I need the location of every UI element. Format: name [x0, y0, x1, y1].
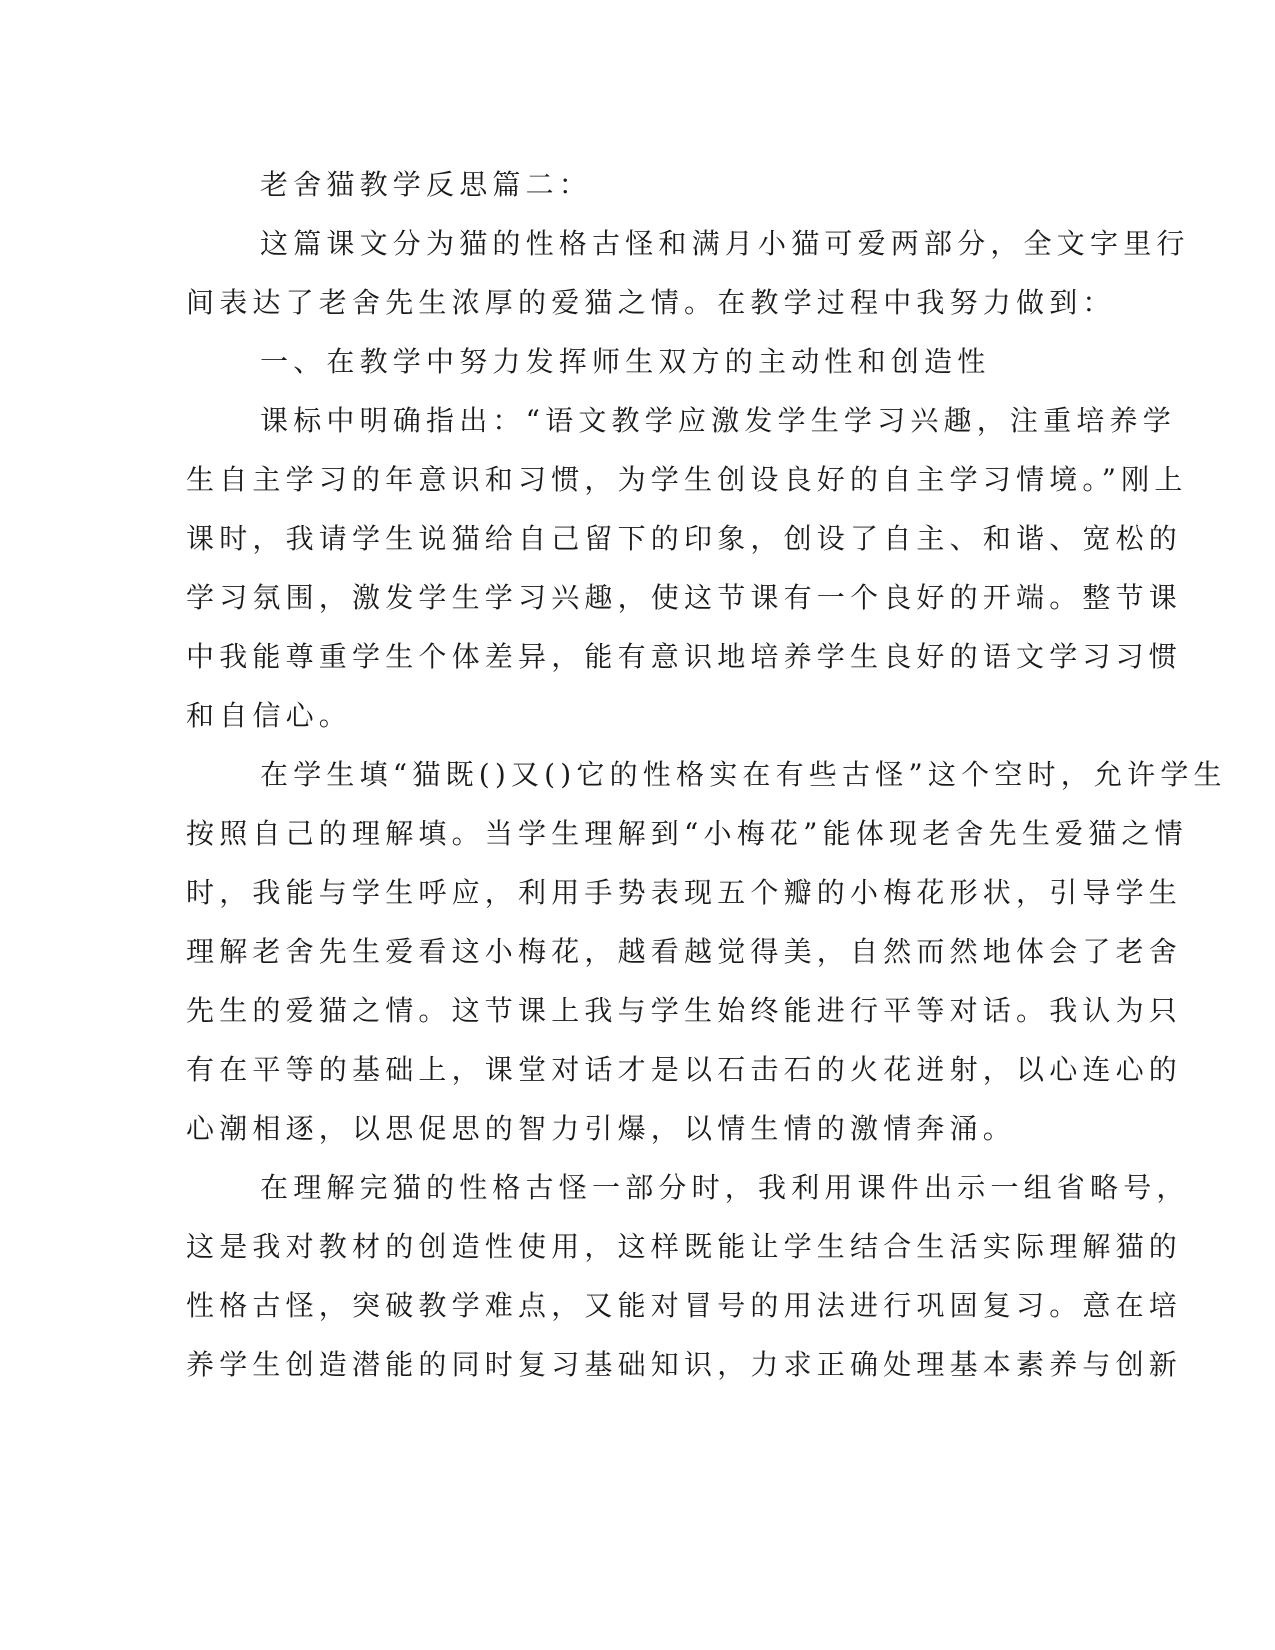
text-line: 这篇课文分为猫的性格古怪和满月小猫可爱两部分，全文字里行 [260, 227, 1190, 260]
text-line: 在学生填“猫既()又()它的性格实在有些古怪”这个空时，允许学生 [260, 758, 1227, 791]
text-line: 课时，我请学生说猫给自己留下的印象，创设了自主、和谐、宽松的 [186, 522, 1183, 555]
text-line: 生自主学习的年意识和习惯，为学生创设良好的自主学习情境。”刚上 [186, 463, 1188, 496]
text-line: 和自信心。 [186, 699, 353, 732]
text-line: 有在平等的基础上，课堂对话才是以石击石的火花迸射，以心连心的 [186, 1053, 1183, 1086]
text-line: 间表达了老舍先生浓厚的爱猫之情。在教学过程中我努力做到： [186, 286, 1116, 319]
text-line: 时，我能与学生呼应，利用手势表现五个瓣的小梅花形状，引导学生 [186, 876, 1183, 909]
text-line: 在理解完猫的性格古怪一部分时，我利用课件出示一组省略号， [260, 1171, 1190, 1204]
text-line: 中我能尊重学生个体差异，能有意识地培养学生良好的语文学习习惯 [186, 640, 1183, 673]
text-line: 先生的爱猫之情。这节课上我与学生始终能进行平等对话。我认为只 [186, 994, 1183, 1027]
text-line: 理解老舍先生爱看这小梅花，越看越觉得美，自然而然地体会了老舍 [186, 935, 1183, 968]
text-line: 心潮相逐，以思促思的智力引爆，以情生情的激情奔涌。 [186, 1112, 1017, 1145]
subheading: 一、在教学中努力发挥师生双方的主动性和创造性 [260, 345, 991, 378]
text-line: 性格古怪，突破教学难点，又能对冒号的用法进行巩固复习。意在培 [186, 1289, 1183, 1322]
text-line: 课标中明确指出：“语文教学应激发学生学习兴趣，注重培养学 [260, 404, 1176, 437]
text-line: 养学生创造潜能的同时复习基础知识，力求正确处理基本素养与创新 [186, 1348, 1183, 1381]
text-line: 这是我对教材的创造性使用，这样既能让学生结合生活实际理解猫的 [186, 1230, 1183, 1263]
text-line: 学习氛围，激发学生学习兴趣，使这节课有一个良好的开端。整节课 [186, 581, 1183, 614]
section-title: 老舍猫教学反思篇二： [260, 168, 593, 201]
text-line: 按照自己的理解填。当学生理解到“小梅花”能体现老舍先生爱猫之情 [186, 817, 1188, 850]
